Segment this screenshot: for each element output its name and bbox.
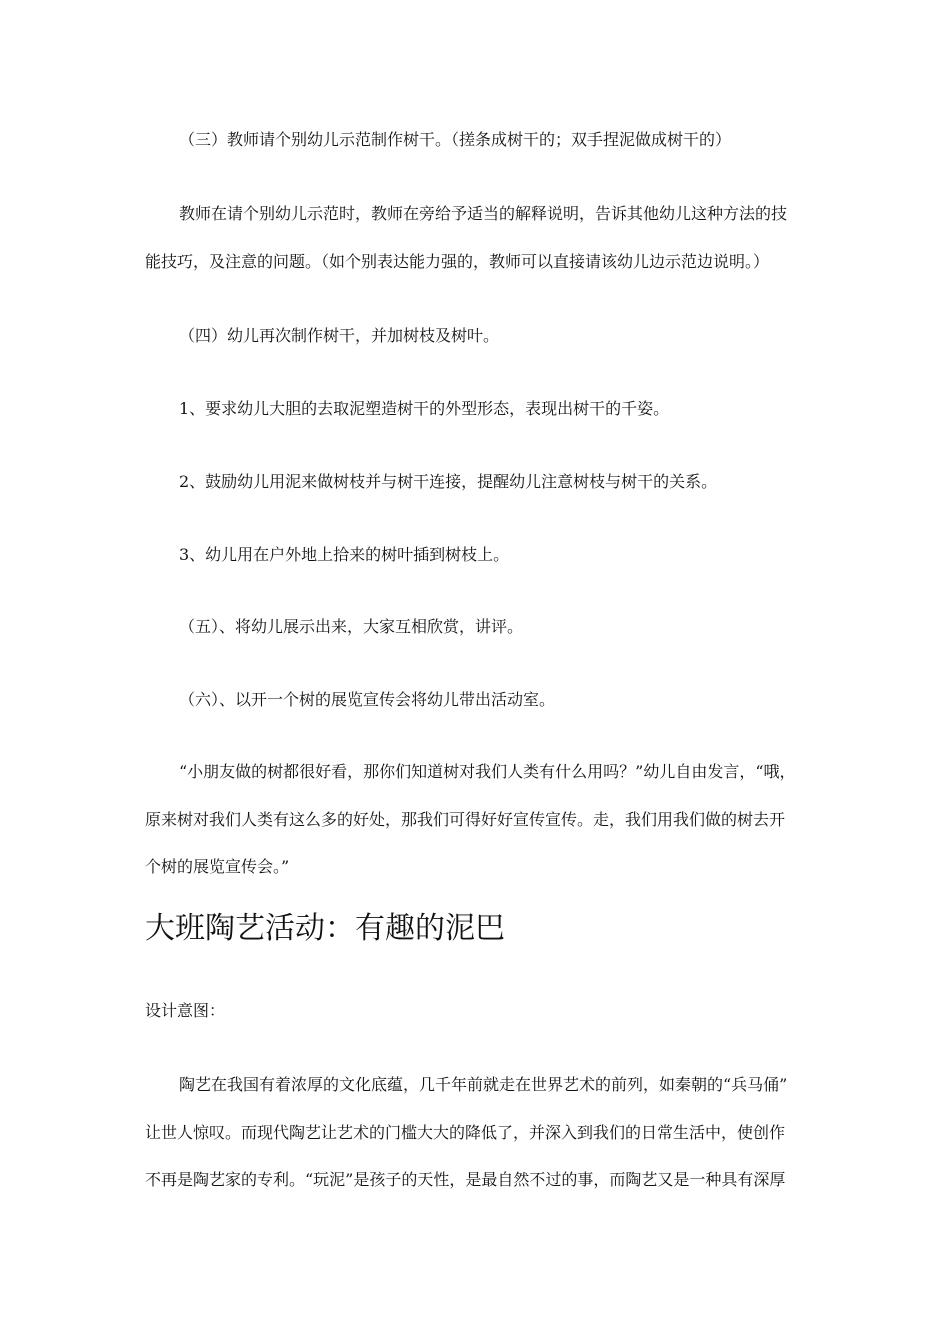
paragraph-step-six <box>145 682 810 718</box>
paragraph-text: “小朋友做的树都很好看，那你们知道树对我们人类有什么用吗？”幼儿自由发言，“哦， <box>179 762 796 781</box>
intro-line-2 <box>145 1115 810 1151</box>
paragraph-item-3 <box>145 537 810 573</box>
label-text: 设计意图： <box>145 1001 226 1020</box>
paragraph-text: （五）、将幼儿展示出来，大家互相欣赏，讲评。 <box>179 617 524 636</box>
paragraph-item-1 <box>145 391 810 427</box>
paragraph-quote-line-1 <box>145 754 810 790</box>
paragraph-quote-line-2 <box>145 802 810 838</box>
paragraph-item-2 <box>145 464 810 500</box>
intro-line-3 <box>145 1162 810 1198</box>
paragraph-text: 不再是陶艺家的专利。“玩泥”是孩子的天性，是最自然不过的事，而陶艺又是一种具有深厚 <box>145 1170 786 1189</box>
paragraph-step-four <box>145 318 810 354</box>
intro-line-1 <box>145 1067 810 1103</box>
paragraph-text: （三）教师请个别幼儿示范制作树干。（搓条成树干的；双手捏泥做成树干的） <box>179 130 732 149</box>
paragraph-text: 个树的展览宣传会。” <box>145 857 290 876</box>
section-heading: 大班陶艺活动：有趣的泥巴 <box>145 911 505 946</box>
paragraph-text: 原来树对我们人类有这么多的好处，那我们可得好好宣传宣传。走，我们用我们做的树去开 <box>145 810 786 829</box>
paragraph-text: 陶艺在我国有着浓厚的文化底蕴，几千年前就走在世界艺术的前列，如秦朝的“兵马俑” <box>179 1075 788 1094</box>
design-intent-label <box>145 993 810 1029</box>
paragraph-text: 1、要求幼儿大胆的去取泥塑造树干的外型形态，表现出树干的千姿。 <box>179 399 670 418</box>
paragraph-explanation-line-2 <box>145 244 810 280</box>
paragraph-text: 教师在请个别幼儿示范时，教师在旁给予适当的解释说明，告诉其他幼儿这种方法的技 <box>179 204 788 223</box>
paragraph-step-three <box>145 122 810 158</box>
paragraph-explanation-line-1 <box>145 196 810 232</box>
paragraph-step-five <box>145 609 810 645</box>
paragraph-text: 能技巧，及注意的问题。（如个别表达能力强的，教师可以直接请该幼儿边示范边说明。） <box>145 252 770 271</box>
paragraph-text: （六）、以开一个树的展览宣传会将幼儿带出活动室。 <box>179 690 556 709</box>
paragraph-text: 让世人惊叹。而现代陶艺让艺术的门槛大大的降低了，并深入到我们的日常生活中，使创作 <box>145 1123 786 1142</box>
paragraph-quote-line-3 <box>145 849 810 885</box>
paragraph-text: 2、鼓励幼儿用泥来做树枝并与树干连接，提醒幼儿注意树枝与树干的关系。 <box>179 472 718 491</box>
paragraph-text: （四）幼儿再次制作树干，并加树枝及树叶。 <box>179 326 500 345</box>
paragraph-text: 3、幼儿用在户外地上拾来的树叶插到树枝上。 <box>179 545 510 564</box>
